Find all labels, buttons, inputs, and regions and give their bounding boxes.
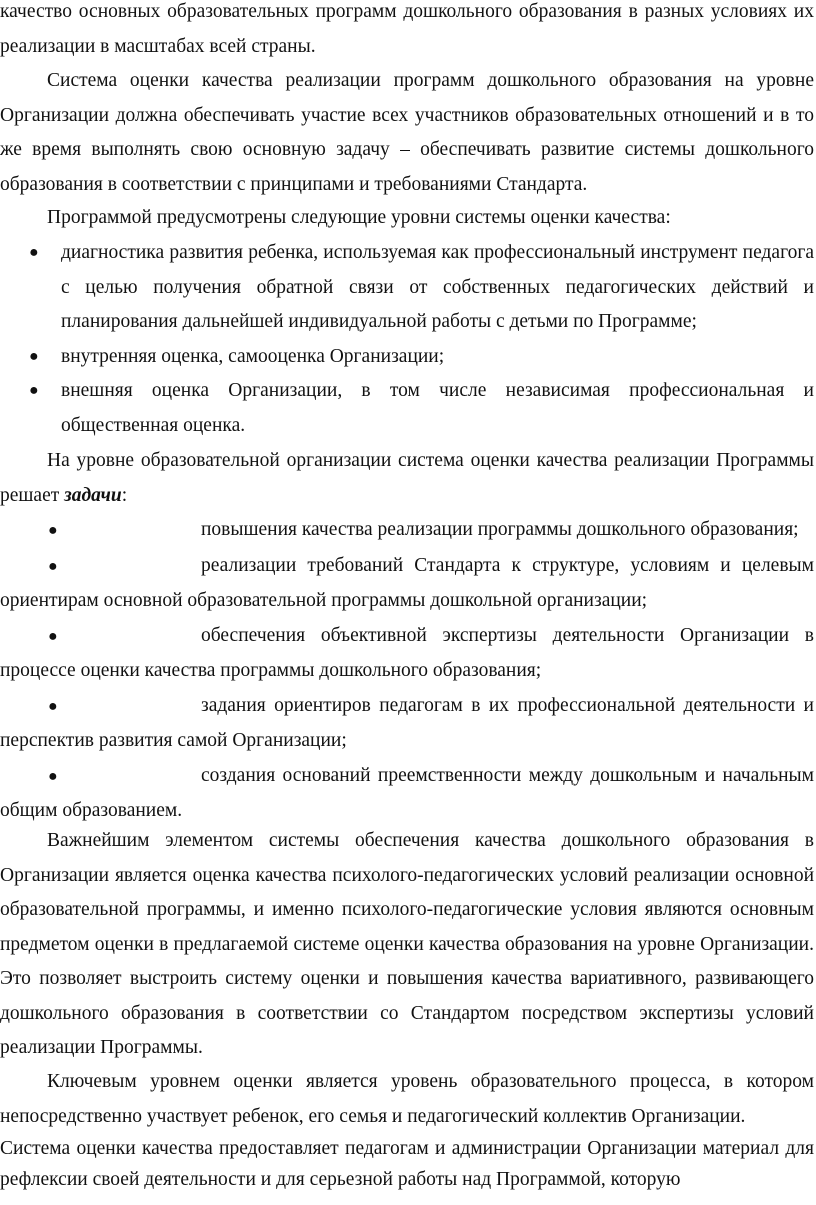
list-item-text: создания оснований преемственности между дошкольным и начальным общим образованием. [0, 764, 814, 821]
bullet-icon: ● [29, 382, 39, 399]
bullet-icon: ● [48, 627, 58, 645]
tasks-intro-text: На уровне образовательной организации система оценки качества реализации Программы решает [0, 450, 814, 506]
list-item [0, 619, 814, 689]
bullet-icon: ● [29, 347, 39, 365]
list-item-text: обеспечения объективной экспертизы деятельности Организации в процессе оценки качества программы дошкольного образования; [0, 624, 814, 681]
paragraph-system-quality: Система оценки качества реализации программ дошкольного образования на уровне Организации должна обеспечивать участие всех участников образовательных отношений и в то же время выполнять свою основную задачу – обеспечивать развитие системы дошкольного образования в соответствии с принципами и требованиями Стандарта. [0, 70, 814, 195]
list-item-text: внутренняя оценка, самооценка Организации; [61, 345, 445, 367]
bullet-icon: ● [48, 557, 58, 575]
paragraph-continuation: качество основных образовательных программ дошкольного образования в разных условиях их реализации в масштабах всей страны. [0, 1, 814, 57]
bullet-icon: ● [48, 522, 58, 539]
tasks-list [0, 513, 814, 829]
paragraph-levels-intro: Программой предусмотрены следующие уровни системы оценки качества: [47, 207, 671, 228]
bullet-icon: ● [48, 697, 58, 715]
tasks-colon: : [121, 484, 128, 506]
list-item-text: задания ориентиров педагогам в их профессиональной деятельности и перспектив развития самой Организации; [0, 694, 814, 751]
list-item-text: повышения качества реализации программы дошкольного образования; [201, 519, 799, 540]
list-item [0, 549, 814, 619]
tasks-keyword: задачи [64, 484, 122, 506]
list-item [0, 340, 814, 375]
list-item-text: реализации требований Стандарта к структуре, условиям и целевым ориентирам основной образовательной программы дошкольной организации; [0, 554, 814, 611]
list-item [0, 374, 814, 443]
list-item [0, 236, 814, 340]
list-item [0, 513, 814, 549]
levels-list [0, 236, 814, 443]
paragraph-system-provides: Система оценки качества предоставляет педагогам и администрации Организации материал для рефлексии своей деятельности и для серьезной работы над Программой, которую [0, 1138, 814, 1190]
list-item [0, 759, 814, 829]
list-item [0, 689, 814, 759]
list-item-text: внешняя оценка Организации, в том числе независимая профессиональная и общественная оценка. [61, 380, 814, 436]
paragraph-key-level: Ключевым уровнем оценки является уровень образовательного процесса, в котором непосредственно участвует ребенок, его семья и педагогический коллектив Организации. [0, 1071, 814, 1127]
paragraph-tasks-intro [0, 444, 814, 513]
bullet-icon: ● [29, 244, 39, 261]
list-item-text: диагностика развития ребенка, используемая как профессиональный инструмент педагога с целью получения обратной связи от собственных педагогических действий и планирования дальнейшей индивидуальной работы с детьми по Программе; [61, 242, 814, 332]
bullet-icon: ● [48, 767, 58, 785]
paragraph-main-element: Важнейшим элементом системы обеспечения качества дошкольного образования в Организации является оценка качества психолого-педагогических условий реализации основной образовательной программы, и именно психолого-педагогические условия являются основным предметом оценки в предлагаемой системе оценки качества образования на уровне Организации. Это позволяет выстроить систему оценки и повышения качества вариативного, развивающего дошкольного образования в соответствии со Стандартом посредством экспертизы условий реализации Программы. [0, 830, 814, 1058]
paragraph-last-wrap [0, 1133, 814, 1195]
